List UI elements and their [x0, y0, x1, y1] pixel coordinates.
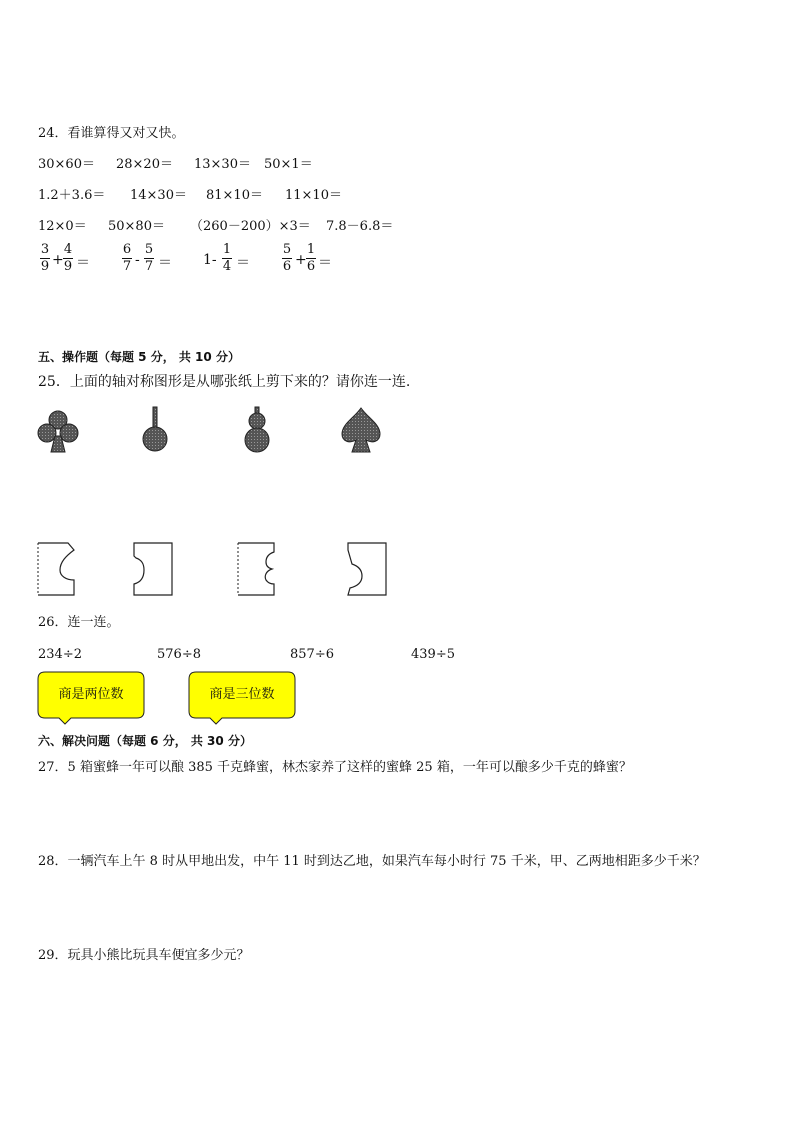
equals-sign: ＝	[76, 255, 90, 271]
gourd-icon	[242, 406, 272, 454]
q24-r1-c3: 13×30＝	[194, 157, 251, 172]
q24-r1-c2: 28×20＝	[116, 157, 173, 172]
q24-title: 24．看谁算得又对又快。	[38, 126, 185, 141]
paper-cutout-4-icon	[346, 542, 388, 596]
q28-text: 28．一辆汽车上午 8 时从甲地出发，中午 11 时到达乙地，如果汽车每小时行 75 千米，甲、乙两地相距多少千米？	[38, 854, 706, 869]
q27-text: 27．5 箱蜜蜂一年可以酿 385 千克蜂蜜，林杰家养了这样的蜜蜂 25 箱，一年可以酿多少千克的蜂蜜？	[38, 760, 632, 775]
one-minus: 1-	[203, 252, 217, 268]
section-5-heading: 五、操作题（每题 5 分， 共 10 分）	[38, 350, 240, 364]
plus-sign: +	[52, 252, 64, 268]
equals-sign: ＝	[318, 255, 332, 271]
q25-prompt: 25．上面的轴对称图形是从哪张纸上剪下来的？请你连一连.	[38, 374, 411, 390]
fraction: 5 7	[144, 242, 154, 274]
q24-r1-c1: 30×60＝	[38, 157, 95, 172]
bulb-icon	[140, 406, 170, 454]
spade-icon	[340, 406, 382, 454]
section-6-heading: 六、解决问题（每题 6 分， 共 30 分）	[38, 734, 252, 748]
q24-r3-c2: 50×80＝	[108, 219, 165, 234]
fraction: 4 9	[63, 242, 73, 274]
bubble-label: 商是两位数	[58, 687, 124, 702]
paper-cutout-2-icon	[132, 542, 174, 596]
plus-sign: +	[295, 252, 307, 268]
fraction: 3 9	[40, 242, 50, 274]
fraction: 1 6	[306, 242, 316, 274]
bubble-label: 商是三位数	[209, 687, 275, 702]
minus-sign: -	[135, 252, 140, 268]
q24-r3-c4: 7.8－6.8＝	[326, 219, 394, 234]
fraction: 6 7	[122, 242, 132, 274]
q26-expr-2: 576÷8	[157, 647, 201, 662]
q26-expr-1: 234÷2	[38, 647, 82, 662]
q26-title: 26．连一连。	[38, 615, 120, 630]
q24-r3-c3: （260－200）×3＝	[190, 219, 311, 234]
q24-r2-c3: 81×10＝	[206, 188, 263, 203]
q24-r3-c1: 12×0＝	[38, 219, 87, 234]
club-icon	[36, 408, 80, 454]
paper-cutout-3-icon	[236, 542, 278, 596]
q24-r1-c4: 50×1＝	[264, 157, 313, 172]
q26-expr-4: 439÷5	[411, 647, 455, 662]
answer-bubble-two-digit	[37, 671, 145, 725]
q24-r2-c4: 11×10＝	[285, 188, 342, 203]
q29-text: 29．玩具小熊比玩具车便宜多少元？	[38, 948, 250, 963]
equals-sign: ＝	[158, 255, 172, 271]
q24-r2-c2: 14×30＝	[130, 188, 187, 203]
fraction: 5 6	[282, 242, 292, 274]
paper-cutout-1-icon	[36, 542, 78, 596]
answer-bubble-three-digit	[188, 671, 296, 725]
fraction: 1 4	[222, 242, 232, 274]
q24-r2-c1: 1.2＋3.6＝	[38, 188, 106, 203]
q26-expr-3: 857÷6	[290, 647, 334, 662]
equals-sign: ＝	[236, 255, 250, 271]
